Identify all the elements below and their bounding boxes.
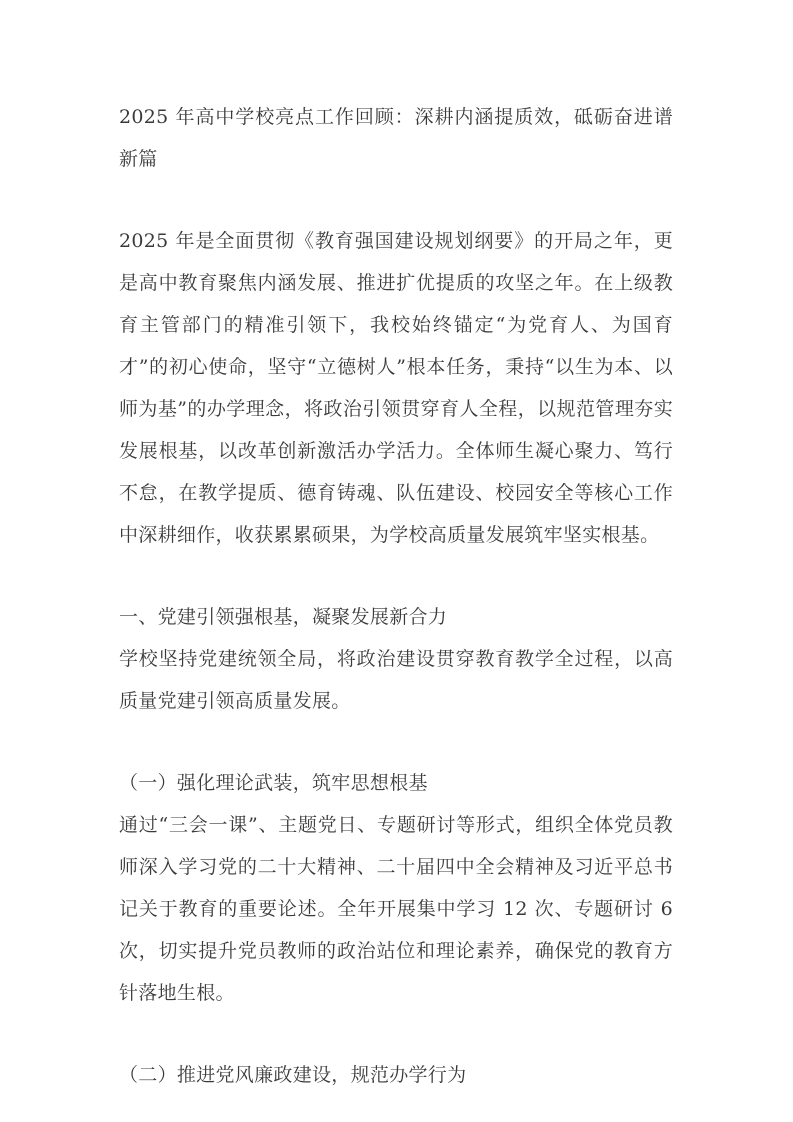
document-title: 2025 年高中学校亮点工作回顾：深耕内涵提质效，砥砺奋进谱新篇 [119, 106, 673, 170]
intro-paragraph: 2025 年是全面贯彻《教育强国建设规划纲要》的开局之年，更是高中教育聚焦内涵发展、推进扩优提质的攻坚之年。在上级教育主管部门的精准引领下，我校始终锚定“为党育人、为国育才”的初心使命，坚守“立德树人”根本任务，秉持“以生为本、以师为基”的办学理念，将政治引领贯穿育人全程，以规范管理夯实发展根基，以改革创新激活办学活力。全体师生凝心聚力、笃行不怠，在教学提质、德育铸魂、队伍建设、校园安全等核心工作中深耕细作，收获累累硕果，为学校高质量发展筑牢坚实根基。 [119, 230, 673, 546]
subsection-1-heading: （一）强化理论武装，筑牢思想根基 [119, 772, 428, 794]
section-1-paragraph: 学校坚持党建统领全局，将政治建设贯穿教育教学全过程，以高质量党建引领高质量发展。 [119, 648, 673, 712]
subsection-1-paragraph: 通过“三会一课”、主题党日、专题研讨等形式，组织全体党员教师深入学习党的二十大精神、二十届四中全会精神及习近平总书记关于教育的重要论述。全年开展集中学习 12 次、专题研讨 6 次，切实提升党员教师的政治站位和理论素养，确保党的教育方针落地生根。 [119, 814, 673, 1004]
subsection-2-heading: （二）推进党风廉政建设，规范办学行为 [119, 1064, 467, 1086]
section-1-heading: 一、党建引领强根基，凝聚发展新合力 [119, 606, 448, 628]
